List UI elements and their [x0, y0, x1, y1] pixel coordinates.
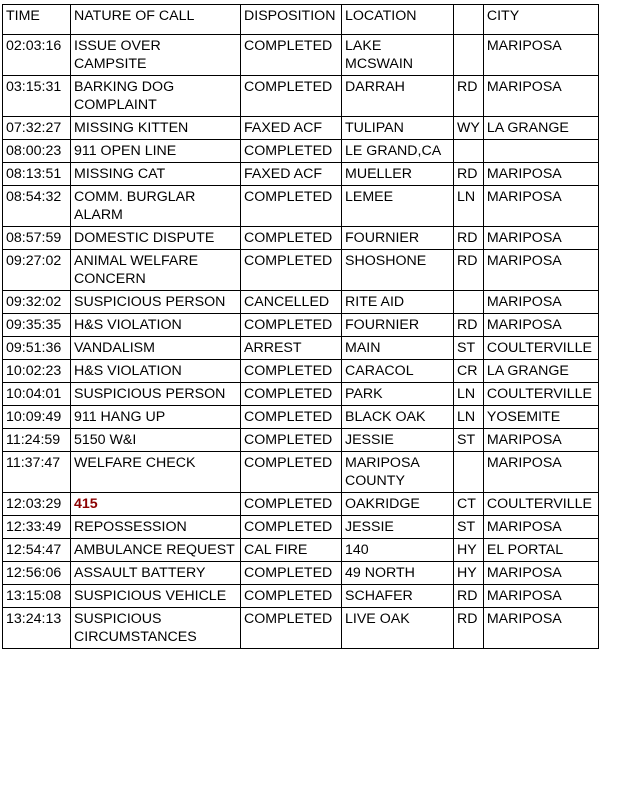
cell-nature-of-call: AMBULANCE REQUEST	[71, 539, 241, 562]
cell-nature-of-call: 911 HANG UP	[71, 406, 241, 429]
cell-city: MARIPOSA	[483, 452, 598, 493]
cell-nature-of-call: H&S VIOLATION	[71, 314, 241, 337]
cell-time: 08:54:32	[3, 186, 71, 227]
cell-location: JESSIE	[342, 516, 454, 539]
cell-city: MARIPOSA	[483, 76, 598, 117]
cell-disposition: COMPLETED	[241, 429, 342, 452]
header-street-suffix	[454, 5, 484, 35]
cell-location: FOURNIER	[342, 314, 454, 337]
cell-disposition: COMPLETED	[241, 76, 342, 117]
cell-time: 13:24:13	[3, 608, 71, 649]
cell-city: LA GRANGE	[483, 360, 598, 383]
cell-disposition: COMPLETED	[241, 250, 342, 291]
cell-location: 140	[342, 539, 454, 562]
table-row	[3, 452, 599, 493]
cell-street-suffix: LN	[454, 186, 484, 227]
cell-time: 07:32:27	[3, 117, 71, 140]
cell-city: MARIPOSA	[483, 516, 598, 539]
cell-location: MARIPOSA COUNTY	[342, 452, 454, 493]
cell-street-suffix	[454, 452, 484, 493]
cell-time: 12:33:49	[3, 516, 71, 539]
cell-location: SHOSHONE	[342, 250, 454, 291]
cell-location: MUELLER	[342, 163, 454, 186]
cell-disposition: COMPLETED	[241, 562, 342, 585]
cell-nature-of-call: ASSAULT BATTERY	[71, 562, 241, 585]
table-row	[3, 140, 599, 163]
cell-disposition: FAXED ACF	[241, 117, 342, 140]
cell-nature-of-call: SUSPICIOUS PERSON	[71, 383, 241, 406]
cell-street-suffix: ST	[454, 337, 484, 360]
cell-street-suffix: HY	[454, 562, 484, 585]
table-row	[3, 585, 599, 608]
cell-time: 12:56:06	[3, 562, 71, 585]
cell-street-suffix: ST	[454, 429, 484, 452]
cell-nature-of-call: DOMESTIC DISPUTE	[71, 227, 241, 250]
cell-disposition: FAXED ACF	[241, 163, 342, 186]
cell-disposition: COMPLETED	[241, 360, 342, 383]
cell-location: JESSIE	[342, 429, 454, 452]
cell-nature-of-call: ISSUE OVER CAMPSITE	[71, 35, 241, 76]
table-row	[3, 608, 599, 649]
cell-time: 13:15:08	[3, 585, 71, 608]
cell-street-suffix: RD	[454, 585, 484, 608]
cell-location: SCHAFER	[342, 585, 454, 608]
cell-city: COULTERVILLE	[483, 493, 598, 516]
cell-time: 02:03:16	[3, 35, 71, 76]
cell-city: MARIPOSA	[483, 250, 598, 291]
cell-time: 11:24:59	[3, 429, 71, 452]
cell-street-suffix: WY	[454, 117, 484, 140]
cell-disposition: COMPLETED	[241, 608, 342, 649]
cell-nature-of-call: REPOSSESSION	[71, 516, 241, 539]
table-row	[3, 35, 599, 76]
table-row	[3, 250, 599, 291]
cell-location: OAKRIDGE	[342, 493, 454, 516]
header-location: LOCATION	[342, 5, 454, 35]
cell-city: EL PORTAL	[483, 539, 598, 562]
cell-disposition: COMPLETED	[241, 452, 342, 493]
cell-city: MARIPOSA	[483, 227, 598, 250]
table-row	[3, 406, 599, 429]
cell-city: COULTERVILLE	[483, 337, 598, 360]
cell-street-suffix: CR	[454, 360, 484, 383]
cell-time: 12:03:29	[3, 493, 71, 516]
table-row	[3, 163, 599, 186]
cell-disposition: COMPLETED	[241, 585, 342, 608]
cell-time: 10:09:49	[3, 406, 71, 429]
cell-disposition: COMPLETED	[241, 140, 342, 163]
cell-city: YOSEMITE	[483, 406, 598, 429]
cell-time: 08:13:51	[3, 163, 71, 186]
cell-disposition: CANCELLED	[241, 291, 342, 314]
cell-time: 09:51:36	[3, 337, 71, 360]
cell-nature-of-call: 415	[71, 493, 241, 516]
cell-nature-of-call: SUSPICIOUS CIRCUMSTANCES	[71, 608, 241, 649]
call-log-table	[2, 4, 599, 649]
cell-city: MARIPOSA	[483, 585, 598, 608]
cell-nature-of-call: VANDALISM	[71, 337, 241, 360]
cell-street-suffix: CT	[454, 493, 484, 516]
cell-location: LIVE OAK	[342, 608, 454, 649]
table-row	[3, 562, 599, 585]
cell-time: 11:37:47	[3, 452, 71, 493]
cell-location: 49 NORTH	[342, 562, 454, 585]
table-row	[3, 539, 599, 562]
header-nature-of-call: NATURE OF CALL	[71, 5, 241, 35]
cell-disposition: COMPLETED	[241, 314, 342, 337]
cell-time: 10:02:23	[3, 360, 71, 383]
cell-time: 08:57:59	[3, 227, 71, 250]
table-row	[3, 493, 599, 516]
cell-city: MARIPOSA	[483, 314, 598, 337]
cell-street-suffix	[454, 35, 484, 76]
cell-nature-of-call: COMM. BURGLAR ALARM	[71, 186, 241, 227]
cell-street-suffix: LN	[454, 406, 484, 429]
cell-disposition: COMPLETED	[241, 35, 342, 76]
cell-disposition: COMPLETED	[241, 406, 342, 429]
cell-street-suffix: RD	[454, 608, 484, 649]
cell-street-suffix: RD	[454, 314, 484, 337]
table-row	[3, 291, 599, 314]
cell-time: 10:04:01	[3, 383, 71, 406]
cell-disposition: COMPLETED	[241, 383, 342, 406]
cell-city: MARIPOSA	[483, 562, 598, 585]
cell-disposition: COMPLETED	[241, 186, 342, 227]
cell-nature-of-call: ANIMAL WELFARE CONCERN	[71, 250, 241, 291]
cell-street-suffix	[454, 291, 484, 314]
cell-location: DARRAH	[342, 76, 454, 117]
cell-location: MAIN	[342, 337, 454, 360]
cell-nature-of-call: SUSPICIOUS VEHICLE	[71, 585, 241, 608]
header-row	[3, 5, 599, 35]
cell-location: BLACK OAK	[342, 406, 454, 429]
cell-nature-of-call: BARKING DOG COMPLAINT	[71, 76, 241, 117]
table-row	[3, 186, 599, 227]
cell-time: 09:32:02	[3, 291, 71, 314]
cell-street-suffix: RD	[454, 227, 484, 250]
cell-location: LE GRAND,CA	[342, 140, 454, 163]
cell-disposition: CAL FIRE	[241, 539, 342, 562]
cell-location: FOURNIER	[342, 227, 454, 250]
table-row	[3, 516, 599, 539]
table-row	[3, 117, 599, 140]
cell-time: 09:35:35	[3, 314, 71, 337]
table-row	[3, 76, 599, 117]
header-time: TIME	[3, 5, 71, 35]
cell-time: 03:15:31	[3, 76, 71, 117]
cell-city: MARIPOSA	[483, 429, 598, 452]
cell-disposition: COMPLETED	[241, 227, 342, 250]
table-row	[3, 337, 599, 360]
cell-city: MARIPOSA	[483, 608, 598, 649]
cell-city: LA GRANGE	[483, 117, 598, 140]
cell-street-suffix: LN	[454, 383, 484, 406]
cell-city: MARIPOSA	[483, 291, 598, 314]
table-row	[3, 360, 599, 383]
cell-street-suffix: HY	[454, 539, 484, 562]
header-disposition: DISPOSITION	[241, 5, 342, 35]
table-row	[3, 383, 599, 406]
cell-location: TULIPAN	[342, 117, 454, 140]
cell-street-suffix: RD	[454, 76, 484, 117]
cell-location: LAKE MCSWAIN	[342, 35, 454, 76]
table-row	[3, 314, 599, 337]
cell-street-suffix: RD	[454, 163, 484, 186]
cell-time: 08:00:23	[3, 140, 71, 163]
table-row	[3, 429, 599, 452]
cell-city: MARIPOSA	[483, 186, 598, 227]
cell-time: 09:27:02	[3, 250, 71, 291]
cell-street-suffix	[454, 140, 484, 163]
cell-city: MARIPOSA	[483, 163, 598, 186]
cell-nature-of-call: 5150 W&I	[71, 429, 241, 452]
cell-disposition: COMPLETED	[241, 516, 342, 539]
cell-location: CARACOL	[342, 360, 454, 383]
cell-street-suffix: ST	[454, 516, 484, 539]
cell-nature-of-call: MISSING CAT	[71, 163, 241, 186]
cell-location: RITE AID	[342, 291, 454, 314]
cell-nature-of-call: 911 OPEN LINE	[71, 140, 241, 163]
cell-nature-of-call: WELFARE CHECK	[71, 452, 241, 493]
cell-city	[483, 140, 598, 163]
cell-city: COULTERVILLE	[483, 383, 598, 406]
cell-location: LEMEE	[342, 186, 454, 227]
cell-nature-of-call: SUSPICIOUS PERSON	[71, 291, 241, 314]
cell-street-suffix: RD	[454, 250, 484, 291]
table-row	[3, 227, 599, 250]
cell-disposition: ARREST	[241, 337, 342, 360]
cell-time: 12:54:47	[3, 539, 71, 562]
cell-nature-of-call: H&S VIOLATION	[71, 360, 241, 383]
cell-location: PARK	[342, 383, 454, 406]
cell-disposition: COMPLETED	[241, 493, 342, 516]
cell-nature-of-call: MISSING KITTEN	[71, 117, 241, 140]
header-city: CITY	[483, 5, 598, 35]
cell-city: MARIPOSA	[483, 35, 598, 76]
